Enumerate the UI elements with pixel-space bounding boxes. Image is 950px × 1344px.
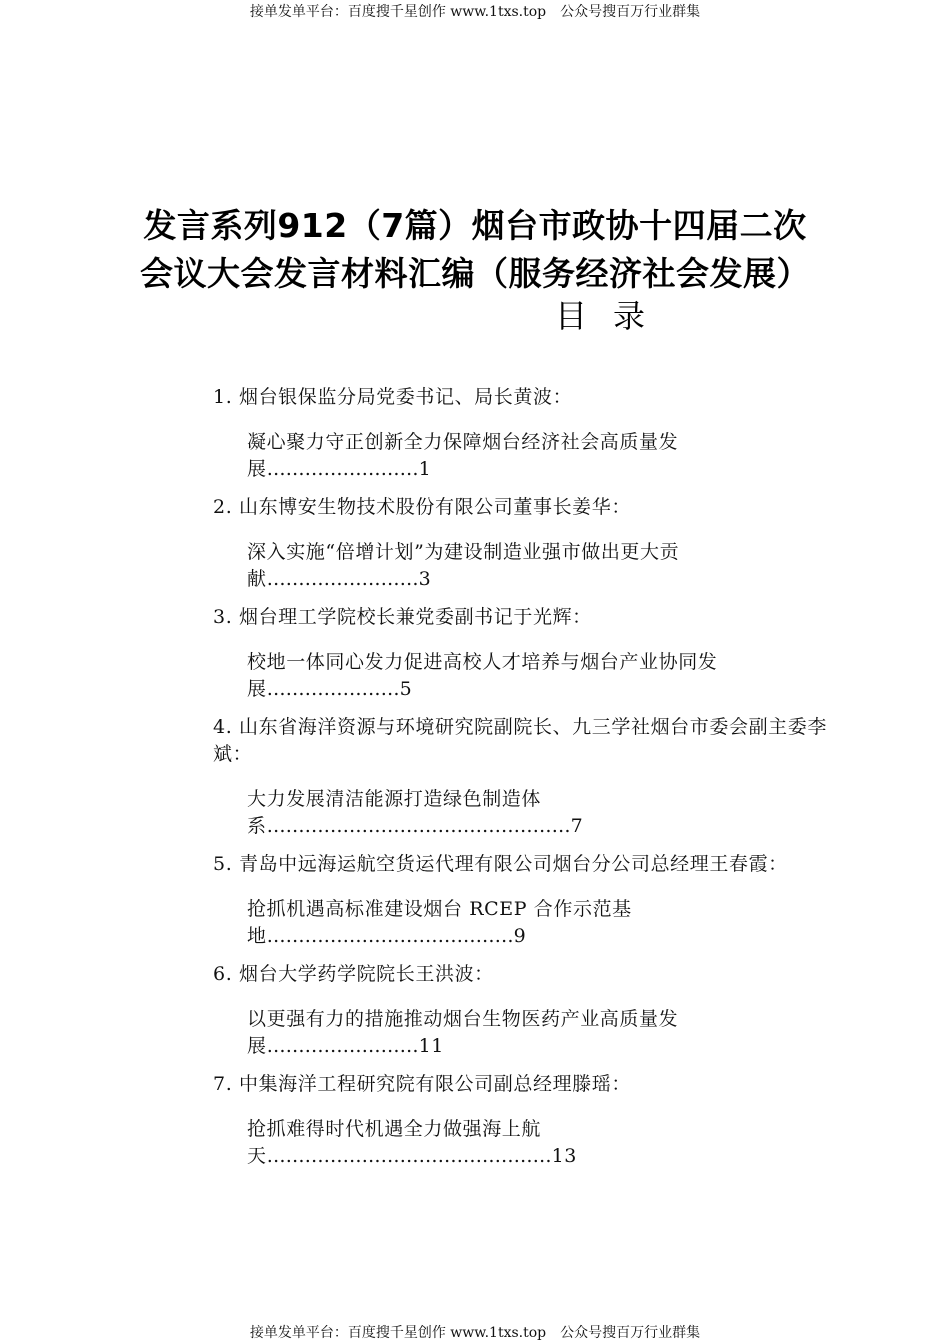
toc-heading: 目录	[555, 297, 672, 335]
toc-page-number: 3	[418, 568, 432, 590]
header-banner	[0, 3, 950, 21]
footer-banner-text-b: 公众号搜百万行业群集	[560, 1325, 701, 1341]
toc-entry-number: 6.	[213, 963, 233, 985]
toc-entry-speaker: 2. 山东博安生物技术股份有限公司董事长姜华：	[213, 496, 631, 518]
toc-page-number: 11	[418, 1035, 444, 1057]
footer-banner	[0, 1324, 950, 1342]
toc-entry-title[interactable]: 大力发展清洁能源打造绿色制造体 系…………………………………………7	[247, 788, 584, 837]
table-of-contents	[213, 384, 833, 1181]
toc-page-number: 5	[399, 678, 413, 700]
toc-entry-number: 5.	[213, 853, 233, 875]
header-banner-text-b: 公众号搜百万行业群集	[560, 4, 701, 20]
toc-entry-3	[213, 604, 833, 703]
toc-entry-title[interactable]: 抢抓机遇高标准建设烟台 RCEP 合作示范基 地…………………………………9	[247, 898, 632, 947]
toc-entry-number: 7.	[213, 1073, 233, 1095]
toc-entry-6	[213, 961, 833, 1060]
footer-banner-text-a: 接单发单平台：百度搜千星创作 www.1txs.top	[249, 1325, 547, 1341]
toc-entry-speaker: 4. 山东省海洋资源与环境研究院副院长、九三学社烟台市委会副主委李斌：	[213, 716, 827, 765]
toc-entry-title[interactable]: 以更强有力的措施推动烟台生物医药产业高质量发 展……………………11	[247, 1008, 679, 1057]
header-banner-text-a: 接单发单平台：百度搜千星创作 www.1txs.top	[249, 4, 547, 20]
toc-entry-5	[213, 851, 833, 950]
toc-entry-7	[213, 1071, 833, 1170]
toc-leader-dots: …………………………………	[266, 925, 514, 947]
toc-page-number: 7	[570, 815, 584, 837]
toc-leader-dots: …………………………………………	[266, 815, 571, 837]
toc-entry-number: 1.	[213, 386, 233, 408]
toc-entry-speaker: 5. 青岛中远海运航空货运代理有限公司烟台分公司总经理王春霞：	[213, 853, 788, 875]
toc-entry-4	[213, 714, 833, 840]
document-title-line-2: 会议大会发言材料汇编（服务经济社会发展）	[140, 254, 810, 293]
toc-entry-1	[213, 384, 833, 483]
toc-page-number: 13	[551, 1145, 577, 1167]
toc-entry-2	[213, 494, 833, 593]
toc-entry-speaker: 1. 烟台银保监分局党委书记、局长黄波：	[213, 386, 573, 408]
toc-entry-title[interactable]: 凝心聚力守正创新全力保障烟台经济社会高质量发 展……………………1	[247, 431, 679, 480]
toc-leader-dots: ……………………	[266, 1035, 419, 1057]
toc-entry-speaker: 3. 烟台理工学院校长兼党委副书记于光辉：	[213, 606, 592, 628]
document-title-line-1: 发言系列912（7篇）烟台市政协十四届二次	[143, 206, 807, 245]
toc-entry-title[interactable]: 抢抓难得时代机遇全力做强海上航 天………………………………………13	[247, 1118, 577, 1167]
toc-page-number: 9	[513, 925, 527, 947]
toc-leader-dots: ………………………………………	[266, 1145, 552, 1167]
toc-entry-title[interactable]: 深入实施“倍增计划”为建设制造业强市做出更大贡 献……………………3	[247, 541, 680, 590]
toc-page-number: 1	[418, 458, 432, 480]
toc-leader-dots: ……………………	[266, 568, 419, 590]
toc-entry-speaker: 7. 中集海洋工程研究院有限公司副总经理滕瑶：	[213, 1073, 631, 1095]
toc-entry-speaker: 6. 烟台大学药学院院长王洪波：	[213, 963, 494, 985]
toc-entry-title[interactable]: 校地一体同心发力促进高校人才培养与烟台产业协同发 展…………………5	[247, 651, 718, 700]
toc-leader-dots: ……………………	[266, 458, 419, 480]
toc-entry-number: 4.	[213, 716, 233, 738]
toc-entry-number: 2.	[213, 496, 233, 518]
toc-entry-number: 3.	[213, 606, 233, 628]
document-title	[100, 202, 850, 298]
toc-leader-dots: …………………	[266, 678, 400, 700]
